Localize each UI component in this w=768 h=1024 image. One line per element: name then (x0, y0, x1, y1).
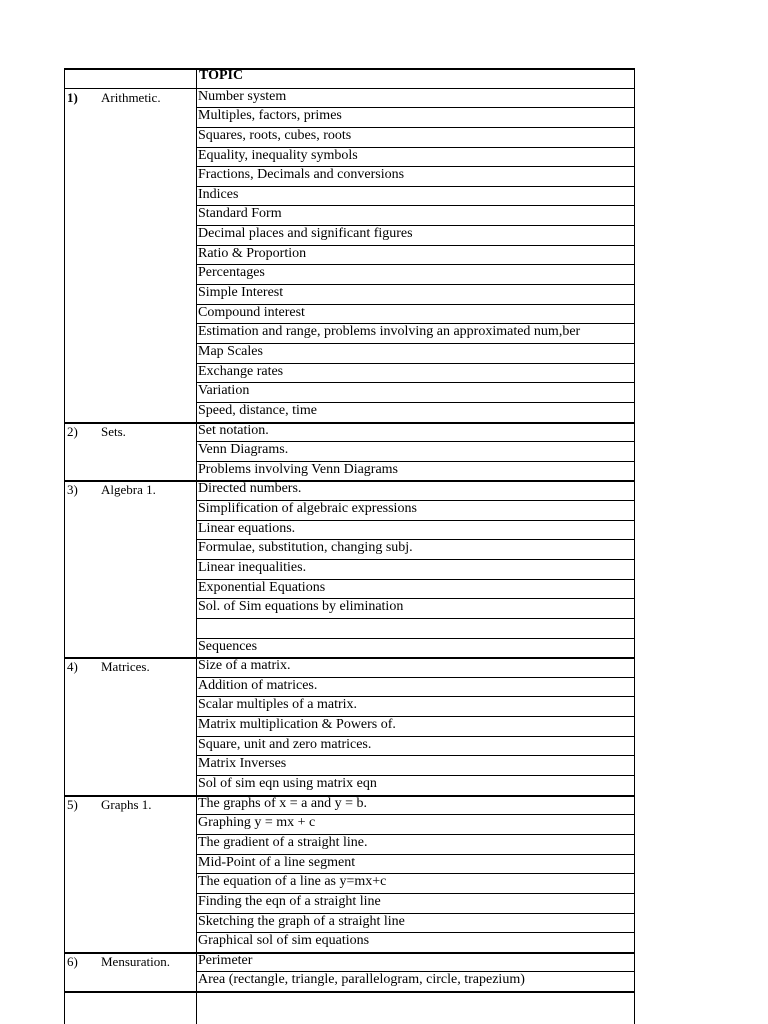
section-name: Mensuration. (101, 954, 170, 969)
row-divider (196, 186, 635, 187)
topic-cell: Linear inequalities. (198, 560, 307, 575)
topic-cell: Standard Form (198, 206, 282, 221)
section-number: 2) (67, 424, 78, 439)
section-name: Arithmetic. (101, 90, 161, 105)
header-divider (64, 88, 635, 89)
topic-cell: Speed, distance, time (198, 403, 317, 418)
topic-cell: Area (rectangle, triangle, parallelogram, circle, trapezium) (198, 972, 525, 987)
section-number: 6) (67, 954, 78, 969)
topic-cell: Sol. of Sim equations by elimination (198, 599, 404, 614)
section-divider (64, 991, 635, 993)
topic-table (64, 68, 635, 1024)
topic-cell: Equality, inequality symbols (198, 148, 358, 163)
topic-cell: Venn Diagrams. (198, 442, 289, 457)
topic-cell: Matrix multiplication & Powers of. (198, 717, 396, 732)
topic-cell: Map Scales (198, 344, 263, 359)
topic-column-header: TOPIC (199, 68, 244, 83)
topic-cell: Simple Interest (198, 285, 284, 300)
topic-cell: Scalar multiples of a matrix. (198, 697, 358, 712)
table-top-border (64, 68, 635, 70)
topic-cell: Decimal places and significant figures (198, 226, 413, 241)
topic-cell: The graphs of x = a and y = b. (198, 796, 367, 811)
section-divider (64, 422, 635, 424)
topic-cell: Directed numbers. (198, 481, 302, 496)
section-name: Matrices. (101, 659, 150, 674)
topic-cell: Perimeter (198, 953, 253, 968)
topic-cell: Graphing y = mx + c (198, 815, 316, 830)
table-left-border (64, 68, 65, 1024)
topic-cell: Squares, roots, cubes, roots (198, 128, 352, 143)
topic-cell: Size of a matrix. (198, 658, 291, 673)
row-divider (196, 638, 635, 639)
topic-cell: Sketching the graph of a straight line (198, 914, 405, 929)
row-divider (196, 618, 635, 619)
topic-cell: Set notation. (198, 423, 269, 438)
topic-cell: Problems involving Venn Diagrams (198, 462, 399, 477)
row-divider (196, 382, 635, 383)
topic-cell: Number system (198, 89, 287, 104)
topic-cell: Sequences (198, 639, 258, 654)
section-name: Graphs 1. (101, 797, 152, 812)
topic-cell: Percentages (198, 265, 265, 280)
topic-cell: Formulae, substitution, changing subj. (198, 540, 413, 555)
section-name: Sets. (101, 424, 126, 439)
topic-cell: Matrix Inverses (198, 756, 287, 771)
section-name: Algebra 1. (101, 482, 156, 497)
topic-cell: Addition of matrices. (198, 678, 318, 693)
topic-cell: Sol of sim eqn using matrix eqn (198, 776, 377, 791)
section-number: 1) (67, 90, 78, 105)
topic-cell: The gradient of a straight line. (198, 835, 368, 850)
topic-cell: Finding the eqn of a straight line (198, 894, 381, 909)
topic-cell: Mid-Point of a line segment (198, 855, 356, 870)
topic-cell: Fractions, Decimals and conversions (198, 167, 405, 182)
topic-cell: Indices (198, 187, 239, 202)
topic-cell: Exponential Equations (198, 580, 326, 595)
topic-cell: Compound interest (198, 305, 305, 320)
topic-cell: Exchange rates (198, 364, 284, 379)
topic-cell: Square, unit and zero matrices. (198, 737, 372, 752)
topic-cell: Graphical sol of sim equations (198, 933, 370, 948)
topic-cell: The equation of a line as y=mx+c (198, 874, 387, 889)
topic-cell: Estimation and range, problems involving an approximated num,ber (198, 324, 581, 339)
topic-cell: Simplification of algebraic expressions (198, 501, 417, 516)
topic-cell: Ratio & Proportion (198, 246, 307, 261)
section-number: 4) (67, 659, 78, 674)
topic-cell: Linear equations. (198, 521, 296, 536)
topic-cell: Multiples, factors, primes (198, 108, 342, 123)
topic-cell: Variation (198, 383, 250, 398)
section-number: 5) (67, 797, 78, 812)
section-number: 3) (67, 482, 78, 497)
table-right-border (634, 68, 635, 1024)
table-column-divider (196, 68, 197, 1024)
